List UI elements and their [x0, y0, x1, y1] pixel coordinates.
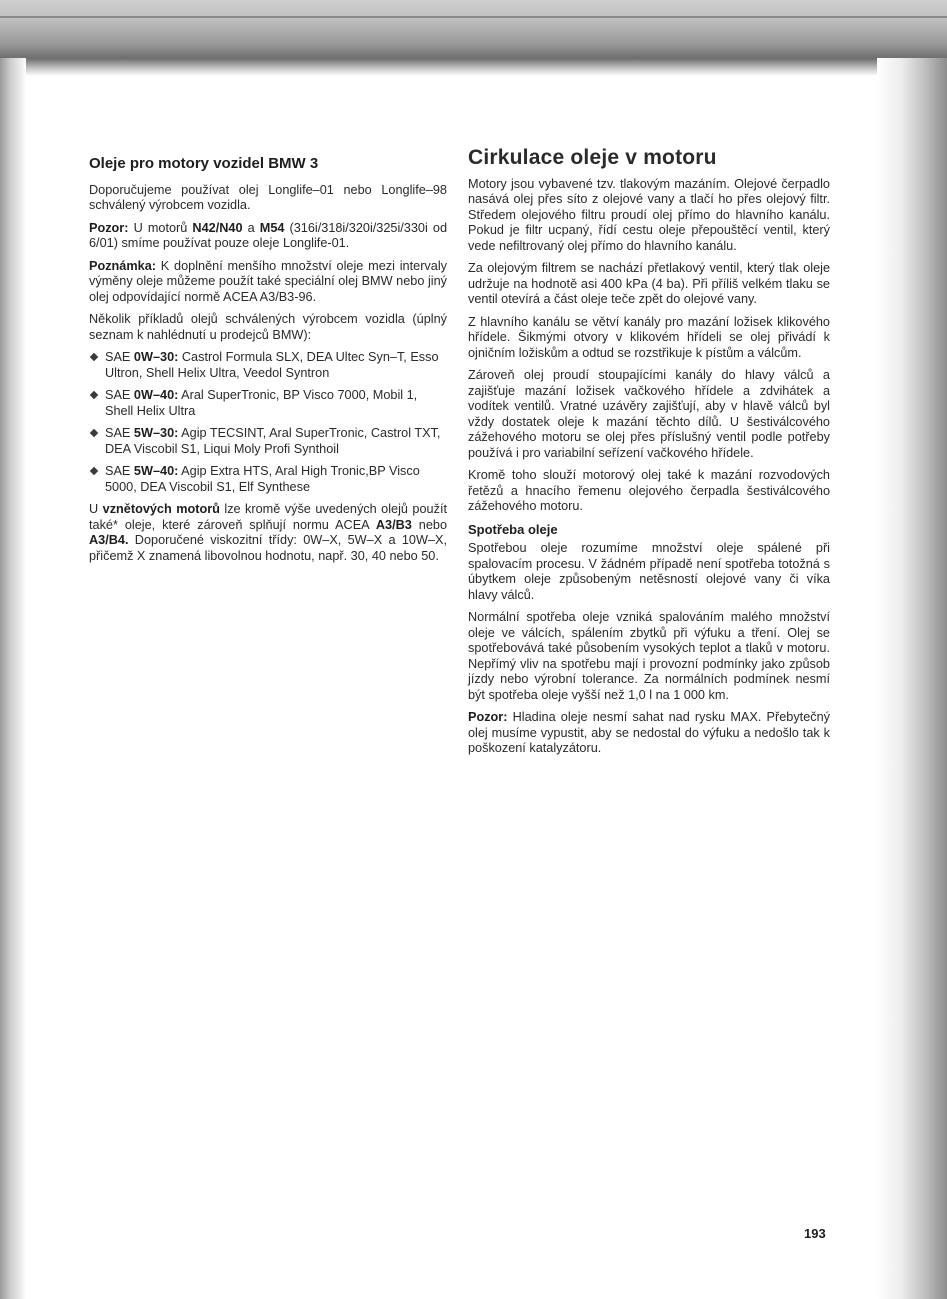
- note-label: Poznámka:: [89, 258, 156, 273]
- diamond-bullet-icon: [90, 429, 98, 437]
- paragraph-longlife: Doporučujeme používat olej Longlife–01 nebo Longlife–98 schválený výrobcem vozidla.: [89, 182, 447, 212]
- list-item: SAE 5W–30: Agip TECSINT, Aral SuperTronic, Castrol TXT, DEA Viscobil S1, Liqui Moly Profi Synthoil: [89, 426, 447, 457]
- paragraph-examples-intro: Několik příkladů olejů schválených výrobcem vozidla (úplný seznam k nahlédnutí u prodejců BMW):: [89, 312, 447, 342]
- scan-left-edge: [0, 58, 26, 1299]
- page-number: 193: [804, 1226, 826, 1241]
- paragraph-cylinder-head: Zároveň olej proudí stoupajícími kanály do hlavy válců a zajišťuje mazání ložisek vačkového hřídele a zdvihátek a vodítek ventilů. Vratné uzávěry zajišťují, aby v hlavě válců byl vždy dostatek oleje k mazání těchto dílů. U šestiválcového zážehového motoru se olej přes příslušný ventil podle potřeby používá i pro variabilní seřízení vačkového hřídele.: [468, 368, 830, 460]
- diamond-bullet-icon: [90, 391, 98, 399]
- paragraph-max-warning: Pozor: Hladina oleje nesmí sahat nad rysku MAX. Přebytečný olej musíme vypustit, aby se nedostal do výfuku a nedošlo tak k poškození katalyzátoru.: [468, 710, 830, 755]
- page-top-shadow: [0, 58, 947, 76]
- paragraph-note: Poznámka: K doplnění menšího množství oleje mezi intervaly výměny oleje můžeme použít také speciální olej BMW nebo jiný olej odpovídající normě ACEA A3/B3-96.: [89, 258, 447, 304]
- warning-label: Pozor:: [89, 220, 129, 235]
- list-item: SAE 0W–30: Castrol Formula SLX, DEA Ultec Syn–T, Esso Ultron, Shell Helix Ultra, Veedol Syntron: [89, 350, 447, 381]
- paragraph-chains: Kromě toho slouží motorový olej také k mazání rozvodových řetězů a hnacího řemenu olejového čerpadla šestiválcového zážehového motoru.: [468, 468, 830, 513]
- engine-code: N42/N40: [192, 220, 243, 235]
- paragraph-normal-consumption: Normální spotřeba oleje vzniká spalováním malého množství oleje ve válcích, spálením zbytků při výfuku a tření. Olej se spotřebovává také působením vysokých teplot a tlaků v motoru. Nepřímý vliv na spotřebu mají i provozní podmínky jako způsob jízdy nebo výrobní tolerance. Za normálních podmínek nesmí být spotřeba oleje vyšší než 1,0 l na 1 000 km.: [468, 610, 830, 702]
- right-column: [468, 146, 830, 764]
- oil-list: [89, 350, 447, 495]
- paragraph-pressure-valve: Za olejovým filtrem se nachází přetlakový ventil, který tlak oleje udržuje na hodnotě asi 400 kPa (4 ba). Při příliš velkém tlaku se ventil otevírá a část oleje teče zpět do olejové vany.: [468, 261, 830, 306]
- paragraph-crankshaft: Z hlavního kanálu se větví kanály pro mazání ložisek klikového hřídele. Šikmými otvory v klikovém hřídeli se olej přivádí k ojničním ložiskům a odtud se rozstřikuje k pístům a válcům.: [468, 314, 830, 360]
- engine-code: M54: [259, 220, 285, 235]
- scan-line: [0, 16, 947, 18]
- paragraph-consumption-definition: Spotřebou oleje rozumíme množství oleje spálené při spalovacím procesu. V žádném případě není spotřeba totožná s úbytkem oleje způsobeným netěsností olejové vany či víka hlavy válců.: [468, 541, 830, 602]
- list-item: SAE 0W–40: Aral SuperTronic, BP Visco 7000, Mobil 1, Shell Helix Ultra: [89, 388, 447, 419]
- scan-top-edge: [0, 0, 947, 58]
- subheading-consumption: Spotřeba oleje: [468, 521, 558, 537]
- left-column: [89, 150, 447, 571]
- diamond-bullet-icon: [90, 353, 98, 361]
- list-item: SAE 5W–40: Agip Extra HTS, Aral High Tronic,BP Visco 5000, DEA Viscobil S1, Elf Synthese: [89, 464, 447, 495]
- diamond-bullet-icon: [90, 467, 98, 475]
- paragraph-diesel: U vznětových motorů lze kromě výše uvedených olejů použít také* oleje, které zároveň splňují normu ACEA A3/B3 nebo A3/B4. Doporučené viskozitní třídy: 0W–X, 5W–X a 10W–X, přičemž X znamená libovolnou hodnotu, např. 30, 40 nebo 50.: [89, 502, 447, 563]
- scan-right-edge: [877, 58, 947, 1299]
- chapter-heading: Cirkulace oleje v motoru: [468, 146, 717, 169]
- paragraph-warning-engines: Pozor: U motorů N42/N40 a M54 (316i/318i/320i/325i/330i od 6/01) smíme používat pouze oleje Longlife-01.: [89, 220, 447, 250]
- paragraph-pressure-lubrication: Motory jsou vybavené tzv. tlakovým mazáním. Olejové čerpadlo nasává olej přes síto z olejové vany a tlačí ho přes olejový filtr. Středem olejového filtru proudí olej přímo do hlavního kanálu. Pokud je filtr ucpaný, řídí cestu oleje přepouštěcí ventil, který vede nefiltrovaný olej přímo do hlavního kanálu.: [468, 176, 830, 253]
- section-heading: Oleje pro motory vozidel BMW 3: [89, 155, 319, 172]
- warning-label: Pozor:: [468, 710, 508, 724]
